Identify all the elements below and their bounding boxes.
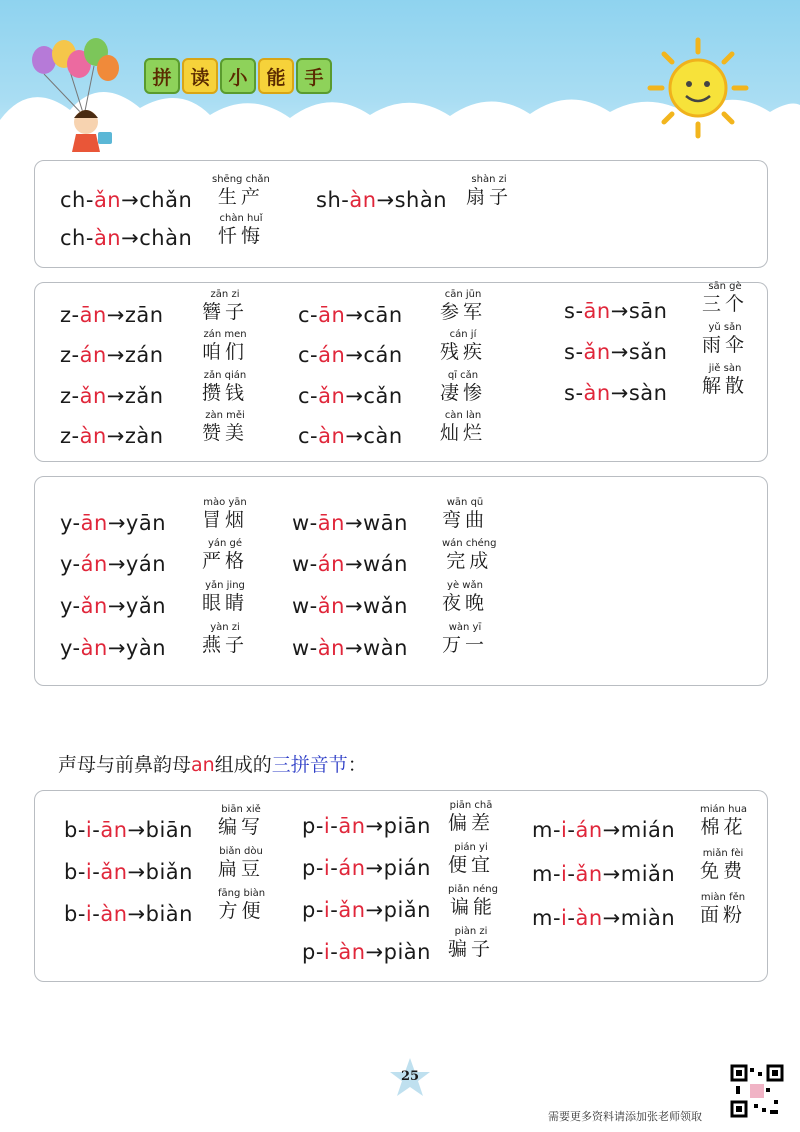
heading-colon: ： <box>347 754 367 776</box>
syllable-formula <box>60 424 164 448</box>
syllable-part: p- <box>302 856 324 880</box>
word-item <box>202 497 248 531</box>
word-item <box>440 370 486 404</box>
syllable-part: c- <box>298 424 319 448</box>
syllable-part: y- <box>60 636 81 660</box>
syllable-row <box>60 552 166 576</box>
syllable-part: b- <box>64 818 86 842</box>
syllable-part: →wān <box>344 511 408 535</box>
word-hanzi: 燕子 <box>202 634 249 656</box>
syllable-part: - <box>92 902 101 926</box>
final-highlight: àn <box>318 424 346 448</box>
word-pinyin: zān zi <box>210 289 240 300</box>
syllable-part: y- <box>60 552 81 576</box>
final-highlight: i <box>323 814 331 838</box>
word-hanzi: 扁豆 <box>218 858 265 880</box>
syllable-row <box>316 188 447 212</box>
syllable-part: m- <box>532 906 562 930</box>
syllable-row <box>64 818 193 842</box>
word-pinyin: miǎn fèi <box>702 848 744 859</box>
word-item <box>202 622 248 656</box>
word-pinyin: zán men <box>203 329 247 340</box>
syllable-formula <box>64 902 193 926</box>
word-hanzi: 便宜 <box>448 854 495 876</box>
syllable-formula <box>532 818 675 842</box>
final-highlight: àn <box>349 188 377 212</box>
word-pinyin: cān jūn <box>444 289 482 300</box>
syllable-formula <box>564 340 667 364</box>
syllable-row <box>564 340 667 364</box>
syllable-part: z- <box>60 384 80 408</box>
word-hanzi: 三个 <box>702 293 749 315</box>
final-highlight: i <box>85 818 93 842</box>
syllable-row <box>60 636 166 660</box>
syllable-part: →pián <box>365 856 431 880</box>
syllable-part: w- <box>292 636 318 660</box>
syllable-part: →chàn <box>121 226 193 250</box>
syllable-row <box>564 299 667 323</box>
syllable-formula <box>302 814 431 838</box>
word-item <box>218 888 265 922</box>
syllable-part: - <box>330 940 339 964</box>
final-highlight: àn <box>317 636 345 660</box>
final-highlight: án <box>575 818 603 842</box>
final-highlight: ǎn <box>100 860 128 884</box>
syllable-part: s- <box>564 381 584 405</box>
syllable-formula <box>298 303 403 327</box>
syllable-part: →piǎn <box>365 898 431 922</box>
word-item <box>700 892 746 926</box>
syllable-part: m- <box>532 818 562 842</box>
syllable-formula <box>60 384 164 408</box>
final-highlight: ǎn <box>317 594 345 618</box>
word-hanzi: 冒烟 <box>202 509 249 531</box>
syllable-part: ch- <box>60 226 94 250</box>
word-hanzi: 赞美 <box>202 422 249 444</box>
syllable-row <box>532 818 675 842</box>
word-item <box>448 800 494 834</box>
final-highlight: án <box>338 856 366 880</box>
page-number-text: 25 <box>400 1069 420 1084</box>
word-pinyin: yǎn jing <box>205 580 245 591</box>
syllable-part: →piàn <box>365 940 431 964</box>
heading-text: 组成的 <box>214 754 272 776</box>
syllable-part: →sàn <box>610 381 668 405</box>
syllable-row <box>532 862 675 886</box>
syllable-formula <box>564 299 667 323</box>
word-item <box>702 281 748 315</box>
syllable-row <box>60 226 192 250</box>
syllable-formula <box>302 940 431 964</box>
word-pinyin: jiě sàn <box>708 363 742 374</box>
syllable-part: - <box>567 818 576 842</box>
word-pinyin: càn làn <box>444 410 482 421</box>
syllable-part: →chǎn <box>121 188 193 212</box>
syllable-part: →yàn <box>107 636 167 660</box>
syllable-row <box>298 384 403 408</box>
syllable-row <box>60 384 164 408</box>
footer-note: 需要更多资料请添加张老师领取 <box>548 1110 702 1123</box>
syllable-part: →wàn <box>344 636 408 660</box>
word-item <box>700 848 746 882</box>
word-hanzi: 夜晚 <box>442 592 489 614</box>
syllable-part: p- <box>302 940 324 964</box>
word-item <box>448 926 494 960</box>
syllable-formula <box>532 862 675 886</box>
final-highlight: àn <box>338 940 366 964</box>
syllable-row <box>298 424 403 448</box>
word-pinyin: wān qū <box>446 497 484 508</box>
word-hanzi: 簪子 <box>202 301 249 323</box>
final-highlight: án <box>79 343 107 367</box>
word-item <box>702 322 748 356</box>
word-item <box>202 370 248 404</box>
syllable-row <box>60 424 164 448</box>
page-number <box>388 1056 432 1100</box>
syllable-formula <box>532 906 675 930</box>
syllable-part: s- <box>564 299 584 323</box>
syllable-row <box>292 594 408 618</box>
word-item <box>218 804 264 838</box>
syllable-formula <box>292 511 408 535</box>
syllable-part: c- <box>298 303 319 327</box>
syllable-part: →càn <box>345 424 403 448</box>
syllable-part: w- <box>292 552 318 576</box>
syllable-formula <box>64 860 193 884</box>
word-hanzi: 谝能 <box>449 896 496 918</box>
syllable-part: →biǎn <box>127 860 193 884</box>
section-heading <box>58 750 367 777</box>
page-title <box>144 58 332 94</box>
word-pinyin: zǎn qián <box>203 370 247 381</box>
syllable-part: →zàn <box>106 424 164 448</box>
word-item <box>218 846 264 880</box>
final-highlight: ǎn <box>338 898 366 922</box>
syllable-part: - <box>330 856 339 880</box>
word-item <box>202 329 248 363</box>
word-pinyin: biān xiě <box>221 804 261 815</box>
final-highlight: i <box>323 940 331 964</box>
syllable-part: p- <box>302 898 324 922</box>
final-highlight: ān <box>100 818 128 842</box>
syllable-part: →piān <box>365 814 431 838</box>
word-hanzi: 残疾 <box>440 341 487 363</box>
syllable-part: m- <box>532 862 562 886</box>
syllable-part: y- <box>60 511 81 535</box>
word-item <box>202 410 248 444</box>
syllable-row <box>298 343 403 367</box>
heading-highlight: 三拼音节 <box>271 754 348 776</box>
word-hanzi: 骗子 <box>448 938 495 960</box>
word-hanzi: 忏悔 <box>218 225 265 247</box>
word-item <box>218 213 264 247</box>
word-pinyin: yǔ sǎn <box>708 322 742 333</box>
syllable-formula <box>60 636 166 660</box>
word-hanzi: 偏差 <box>448 812 495 834</box>
word-item <box>440 410 486 444</box>
word-pinyin: wàn yī <box>448 622 482 633</box>
final-highlight: ǎn <box>80 594 108 618</box>
final-highlight: i <box>561 862 568 886</box>
syllable-formula <box>302 856 431 880</box>
final-highlight: àn <box>583 381 611 405</box>
syllable-part: - <box>92 818 101 842</box>
final-highlight: i <box>561 906 568 930</box>
syllable-row <box>302 856 431 880</box>
word-hanzi: 解散 <box>702 375 749 397</box>
word-pinyin: piǎn néng <box>448 884 498 895</box>
syllable-part: →sǎn <box>610 340 668 364</box>
final-highlight: àn <box>93 226 122 250</box>
word-hanzi: 编写 <box>218 816 265 838</box>
syllable-part: →yán <box>107 552 167 576</box>
final-highlight: án <box>317 552 345 576</box>
word-hanzi: 灿烂 <box>440 422 487 444</box>
syllable-row <box>302 940 431 964</box>
final-highlight: ān <box>338 814 366 838</box>
final-highlight: ān <box>583 299 611 323</box>
word-item <box>466 174 512 208</box>
syllable-part: w- <box>292 511 318 535</box>
word-hanzi: 完成 <box>446 550 493 572</box>
word-hanzi: 弯曲 <box>442 509 489 531</box>
word-item <box>700 804 747 838</box>
word-item <box>202 289 248 323</box>
syllable-part: y- <box>60 594 81 618</box>
syllable-formula <box>564 381 667 405</box>
final-highlight: ǎn <box>79 384 107 408</box>
syllable-part: c- <box>298 343 319 367</box>
syllable-formula <box>60 511 166 535</box>
word-pinyin: fāng biàn <box>218 888 266 899</box>
syllable-row <box>302 898 431 922</box>
syllable-part: p- <box>302 814 324 838</box>
word-pinyin: pián yi <box>454 842 488 853</box>
final-highlight: àn <box>80 636 108 660</box>
word-pinyin: wán chéng <box>442 538 497 549</box>
word-hanzi: 眼睛 <box>202 592 249 614</box>
syllable-formula <box>292 552 408 576</box>
syllable-row <box>532 906 675 930</box>
syllable-row <box>302 814 431 838</box>
syllable-row <box>298 303 403 327</box>
word-pinyin: cán jí <box>449 329 477 340</box>
word-item <box>202 538 248 572</box>
word-hanzi: 棉花 <box>700 816 747 838</box>
syllable-part: →cǎn <box>345 384 403 408</box>
syllable-formula <box>298 424 403 448</box>
syllable-formula <box>60 343 164 367</box>
syllable-formula <box>64 818 193 842</box>
word-item <box>440 289 486 323</box>
syllable-part: - <box>567 906 576 930</box>
syllable-part: →miàn <box>602 906 676 930</box>
final-highlight: i <box>85 860 93 884</box>
syllable-row <box>60 343 164 367</box>
syllable-part: →zǎn <box>106 384 164 408</box>
syllable-formula <box>60 594 166 618</box>
title-char: 手 <box>296 58 332 94</box>
syllable-part: →mián <box>602 818 676 842</box>
final-highlight: i <box>323 898 331 922</box>
word-hanzi: 严格 <box>202 550 249 572</box>
heading-final: an <box>191 754 215 776</box>
word-item <box>212 174 270 208</box>
final-highlight: i <box>323 856 331 880</box>
syllable-part: b- <box>64 860 86 884</box>
word-pinyin: shēng chǎn <box>212 174 270 185</box>
practice-box-1 <box>34 160 768 268</box>
syllable-part: ch- <box>60 188 94 212</box>
final-highlight: ān <box>317 511 345 535</box>
title-char: 小 <box>220 58 256 94</box>
syllable-part: →biàn <box>127 902 193 926</box>
syllable-part: →zán <box>106 343 164 367</box>
word-item <box>442 497 488 531</box>
syllable-row <box>60 303 164 327</box>
word-pinyin: chàn huǐ <box>219 213 263 224</box>
syllable-part: →wǎn <box>344 594 408 618</box>
title-char: 拼 <box>144 58 180 94</box>
syllable-part: →cān <box>345 303 403 327</box>
word-pinyin: piàn zi <box>454 926 488 937</box>
syllable-part: - <box>567 862 576 886</box>
syllable-part: z- <box>60 424 80 448</box>
syllable-part: →sān <box>610 299 668 323</box>
syllable-formula <box>298 343 403 367</box>
syllable-formula <box>302 898 431 922</box>
syllable-formula <box>60 552 166 576</box>
sun-icon <box>646 36 750 140</box>
final-highlight: ān <box>79 303 107 327</box>
syllable-part: →shàn <box>376 188 448 212</box>
word-item <box>448 842 494 876</box>
syllable-part: sh- <box>316 188 350 212</box>
final-highlight: ǎn <box>575 862 603 886</box>
syllable-formula <box>60 226 192 250</box>
word-pinyin: qī cǎn <box>447 370 479 381</box>
word-hanzi: 免费 <box>700 860 747 882</box>
balloon-girl-icon <box>24 36 134 158</box>
word-pinyin: mián hua <box>700 804 747 815</box>
syllable-row <box>60 188 192 212</box>
syllable-formula <box>60 303 164 327</box>
syllable-part: c- <box>298 384 319 408</box>
syllable-part: →miǎn <box>602 862 676 886</box>
syllable-formula <box>60 188 192 212</box>
final-highlight: i <box>85 902 93 926</box>
syllable-part: b- <box>64 902 86 926</box>
word-hanzi: 生产 <box>217 186 264 208</box>
qr-code-icon <box>730 1064 784 1118</box>
final-highlight: i <box>561 818 568 842</box>
title-char: 读 <box>182 58 218 94</box>
syllable-part: →zān <box>106 303 164 327</box>
syllable-formula <box>298 384 403 408</box>
word-hanzi: 万一 <box>442 634 489 656</box>
syllable-formula <box>292 594 408 618</box>
word-item <box>442 622 488 656</box>
word-pinyin: shàn zi <box>471 174 507 185</box>
final-highlight: àn <box>79 424 107 448</box>
word-item <box>202 580 248 614</box>
syllable-formula <box>316 188 447 212</box>
syllable-row <box>564 381 667 405</box>
word-pinyin: yè wǎn <box>447 580 483 591</box>
final-highlight: ān <box>318 303 346 327</box>
syllable-row <box>60 594 166 618</box>
word-hanzi: 参军 <box>440 301 487 323</box>
heading-text: 声母与前鼻韵母 <box>58 754 192 776</box>
word-hanzi: 方便 <box>218 900 265 922</box>
final-highlight: ǎn <box>318 384 346 408</box>
word-pinyin: mào yān <box>203 497 247 508</box>
final-highlight: án <box>318 343 346 367</box>
word-pinyin: zàn měi <box>205 410 245 421</box>
title-char: 能 <box>258 58 294 94</box>
word-item <box>440 329 486 363</box>
syllable-row <box>292 511 408 535</box>
word-hanzi: 咱们 <box>202 341 249 363</box>
syllable-row <box>292 552 408 576</box>
syllable-part: s- <box>564 340 584 364</box>
syllable-part: - <box>330 898 339 922</box>
word-pinyin: piān chā <box>449 800 493 811</box>
word-pinyin: sān gè <box>708 281 742 292</box>
final-highlight: àn <box>100 902 128 926</box>
word-hanzi: 攒钱 <box>202 382 249 404</box>
final-highlight: án <box>80 552 108 576</box>
syllable-part: →wán <box>344 552 408 576</box>
word-hanzi: 面粉 <box>700 904 747 926</box>
word-hanzi: 扇子 <box>466 186 513 208</box>
word-pinyin: yàn zi <box>210 622 240 633</box>
word-item <box>702 363 748 397</box>
syllable-part: →yān <box>107 511 167 535</box>
syllable-part: →yǎn <box>107 594 167 618</box>
final-highlight: àn <box>575 906 603 930</box>
final-highlight: ǎn <box>93 188 122 212</box>
word-hanzi: 凄惨 <box>440 382 487 404</box>
final-highlight: ǎn <box>583 340 611 364</box>
word-pinyin: miàn fěn <box>700 892 746 903</box>
syllable-part: - <box>330 814 339 838</box>
syllable-part: →cán <box>345 343 403 367</box>
syllable-row <box>64 860 193 884</box>
final-highlight: ān <box>80 511 108 535</box>
syllable-part: w- <box>292 594 318 618</box>
syllable-row <box>64 902 193 926</box>
word-hanzi: 雨伞 <box>702 334 749 356</box>
syllable-formula <box>292 636 408 660</box>
syllable-row <box>292 636 408 660</box>
syllable-part: →biān <box>127 818 193 842</box>
syllable-part: z- <box>60 303 80 327</box>
word-pinyin: biǎn dòu <box>219 846 263 857</box>
syllable-part: z- <box>60 343 80 367</box>
word-item <box>442 580 488 614</box>
word-pinyin: yán gé <box>207 538 243 549</box>
syllable-part: - <box>92 860 101 884</box>
word-item <box>448 884 498 918</box>
word-item <box>442 538 497 572</box>
syllable-row <box>60 511 166 535</box>
